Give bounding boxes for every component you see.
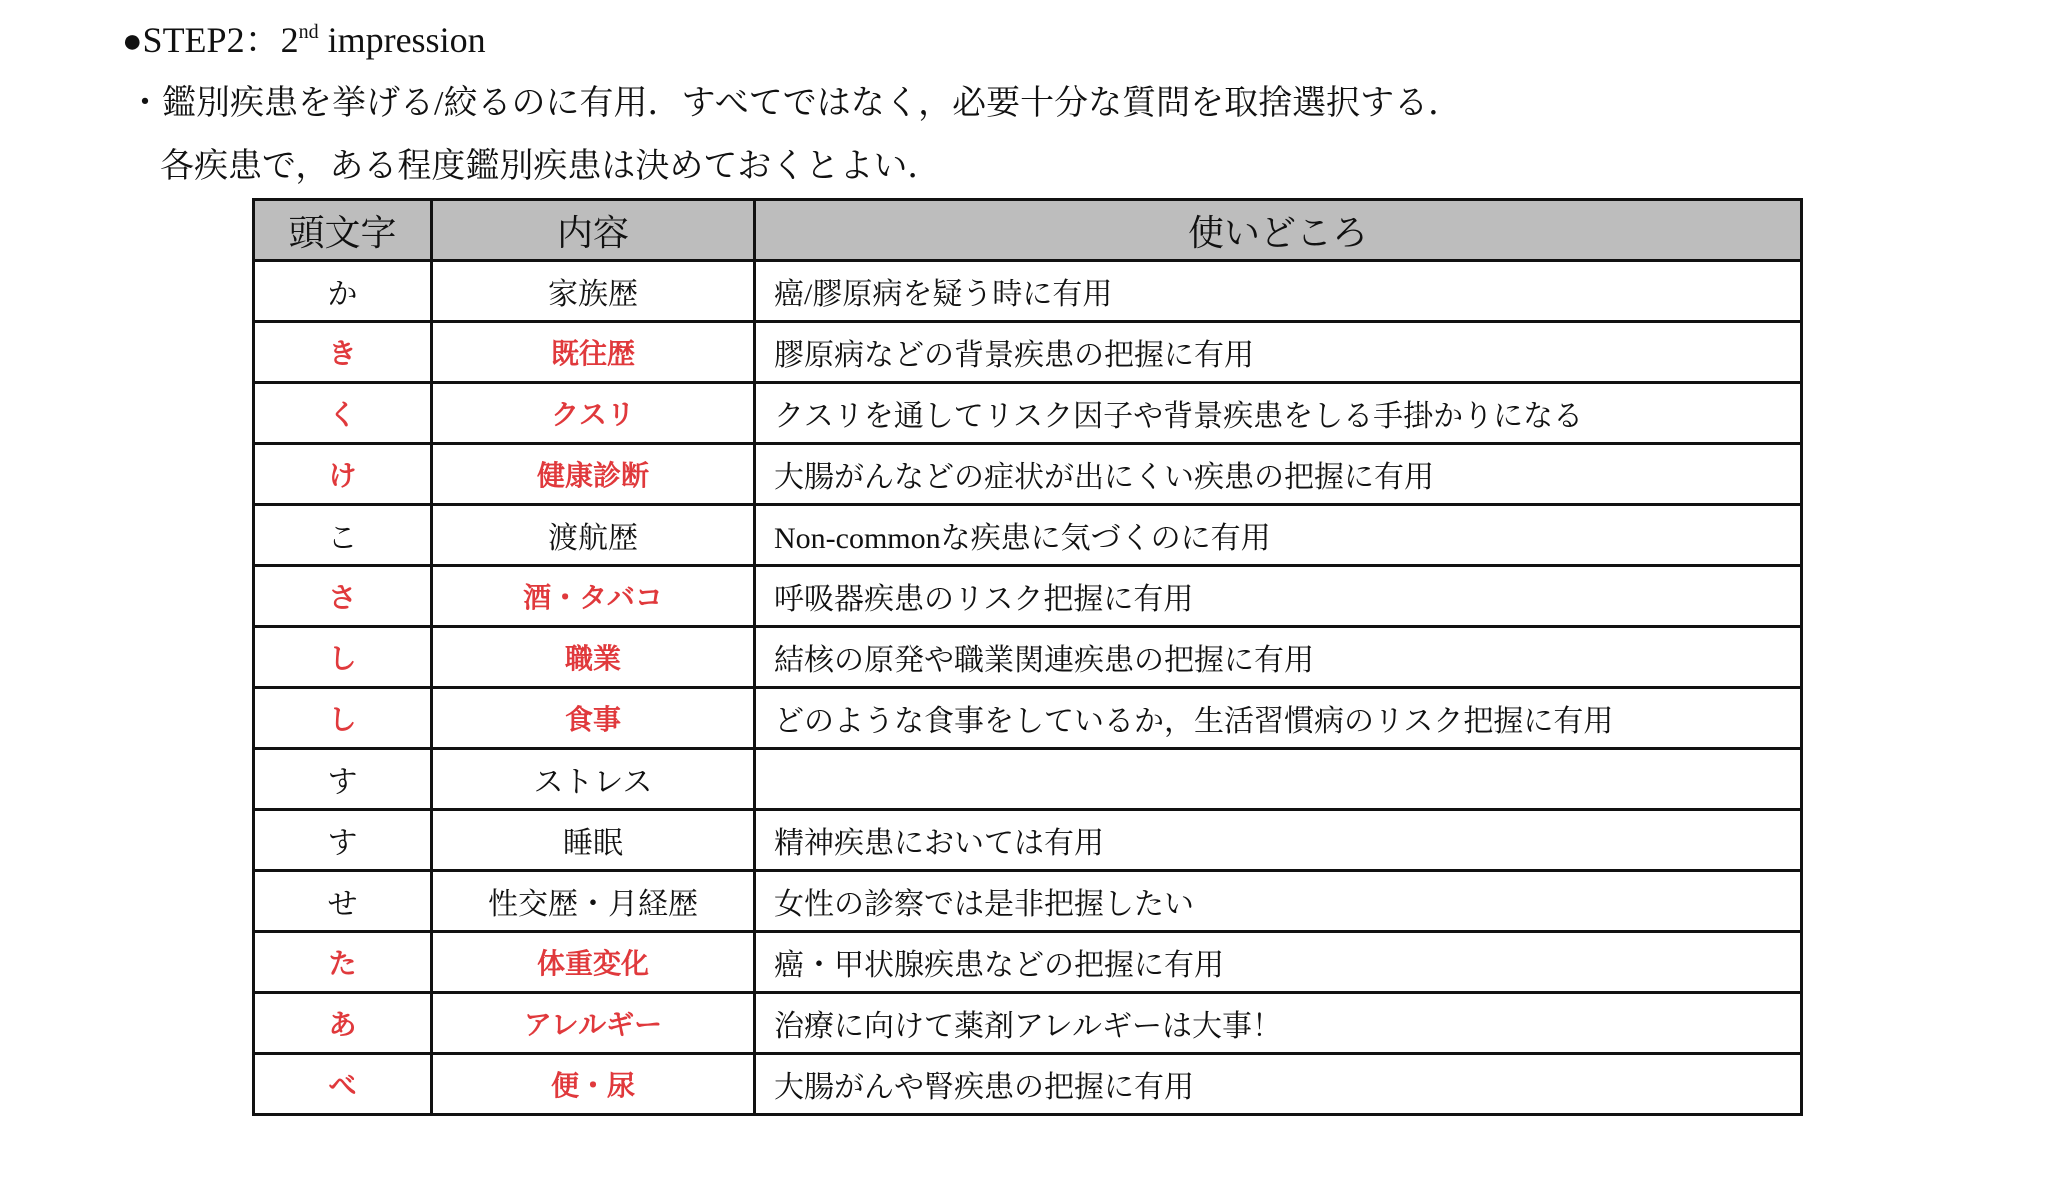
table-row: [254, 688, 1802, 749]
row-initial: け: [254, 444, 432, 505]
row-usage: [755, 749, 1802, 810]
table-row: [254, 322, 1802, 383]
table-row: [254, 932, 1802, 993]
row-initial: あ: [254, 993, 432, 1054]
row-usage: Non-commonな疾患に気づくのに有用: [755, 505, 1802, 566]
section-heading: [122, 16, 486, 66]
row-initial: こ: [254, 505, 432, 566]
row-initial: く: [254, 383, 432, 444]
heading-superscript: nd: [298, 21, 319, 43]
table-row: [254, 1054, 1802, 1115]
header-initial: 頭文字: [254, 200, 432, 261]
history-table: [252, 198, 1803, 1116]
row-usage: 癌・甲状腺疾患などの把握に有用: [755, 932, 1802, 993]
table-row: [254, 871, 1802, 932]
body-line-1: ・鑑別疾患を挙げる/絞るのに有用．すべてではなく，必要十分な質問を取捨選択する．: [128, 85, 1463, 122]
body-line-2: 各疾患で，ある程度鑑別疾患は決めておくとよい．: [160, 148, 942, 185]
row-initial: す: [254, 749, 432, 810]
row-content: 性交歴・月経歴: [432, 871, 755, 932]
row-initial: べ: [254, 1054, 432, 1115]
row-initial: し: [254, 627, 432, 688]
row-usage: 治療に向けて薬剤アレルギーは大事！: [755, 993, 1802, 1054]
row-initial: き: [254, 322, 432, 383]
row-content: 酒・タバコ: [432, 566, 755, 627]
row-initial: し: [254, 688, 432, 749]
row-usage: 精神疾患においては有用: [755, 810, 1802, 871]
row-content: 食事: [432, 688, 755, 749]
row-initial: さ: [254, 566, 432, 627]
table-header-row: [254, 200, 1802, 261]
table-row: [254, 566, 1802, 627]
table-row: [254, 810, 1802, 871]
row-initial: す: [254, 810, 432, 871]
row-usage: 大腸がんなどの症状が出にくい疾患の把握に有用: [755, 444, 1802, 505]
row-initial: た: [254, 932, 432, 993]
row-usage: 結核の原発や職業関連疾患の把握に有用: [755, 627, 1802, 688]
table-row: [254, 627, 1802, 688]
row-usage: 大腸がんや腎疾患の把握に有用: [755, 1054, 1802, 1115]
row-initial: か: [254, 261, 432, 322]
row-content: 体重変化: [432, 932, 755, 993]
row-content: クスリ: [432, 383, 755, 444]
table-row: [254, 383, 1802, 444]
row-usage: 呼吸器疾患のリスク把握に有用: [755, 566, 1802, 627]
table-row: [254, 505, 1802, 566]
row-content: 家族歴: [432, 261, 755, 322]
table-row: [254, 444, 1802, 505]
heading-suffix: impression: [318, 20, 486, 60]
table-row: [254, 261, 1802, 322]
row-content: 渡航歴: [432, 505, 755, 566]
row-content: 健康診断: [432, 444, 755, 505]
row-usage: クスリを通してリスク因子や背景疾患をしる手掛かりになる: [755, 383, 1802, 444]
heading-prefix: STEP2：2: [142, 20, 299, 60]
table-row: [254, 749, 1802, 810]
row-usage: 女性の診察では是非把握したい: [755, 871, 1802, 932]
row-initial: せ: [254, 871, 432, 932]
row-content: 既往歴: [432, 322, 755, 383]
row-content: アレルギー: [432, 993, 755, 1054]
row-usage: どのような食事をしているか，生活習慣病のリスク把握に有用: [755, 688, 1802, 749]
table-row: [254, 993, 1802, 1054]
bullet-icon: ●: [122, 23, 143, 60]
row-content: 便・尿: [432, 1054, 755, 1115]
row-usage: 膠原病などの背景疾患の把握に有用: [755, 322, 1802, 383]
row-content: 睡眠: [432, 810, 755, 871]
row-content: ストレス: [432, 749, 755, 810]
row-usage: 癌/膠原病を疑う時に有用: [755, 261, 1802, 322]
row-content: 職業: [432, 627, 755, 688]
header-content: 内容: [432, 200, 755, 261]
header-usage: 使いどころ: [755, 200, 1802, 261]
